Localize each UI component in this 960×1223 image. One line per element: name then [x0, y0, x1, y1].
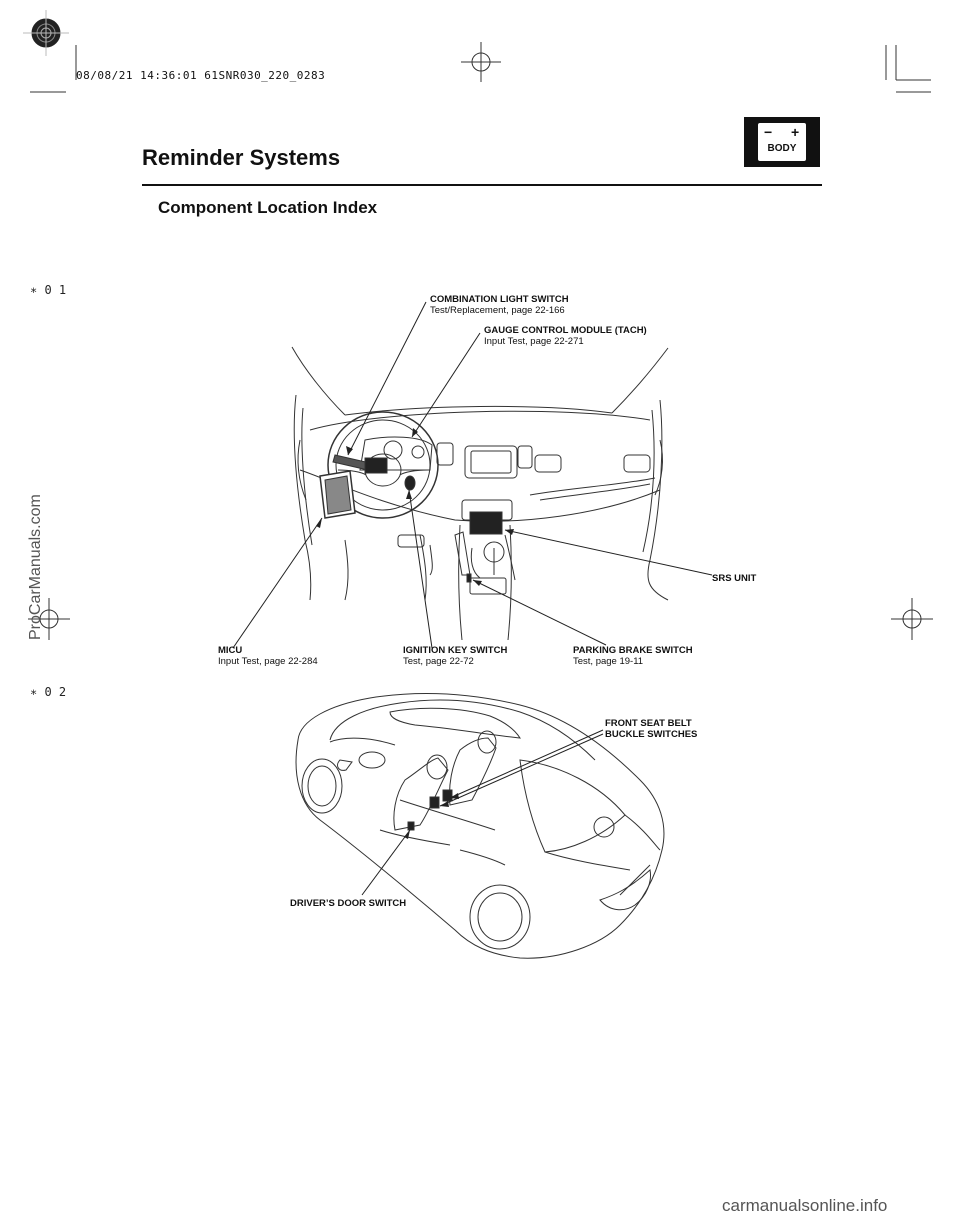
marker-01: ∗ 0 1 — [30, 283, 67, 297]
callout-ignition-key-switch — [403, 645, 507, 667]
page-title: Reminder Systems — [142, 145, 341, 170]
battery-minus-sign: − — [764, 124, 773, 140]
title-rule — [142, 184, 822, 186]
callout-parking-brake-switch — [573, 645, 693, 667]
callout-ref: Input Test, page 22-284 — [218, 656, 318, 667]
registration-target-top-left — [23, 10, 69, 56]
callout-title: SRS UNIT — [712, 573, 757, 584]
dashboard-illustration — [292, 347, 668, 640]
print-timestamp: 08/08/21 14:36:01 61SNR030_220_0283 — [76, 69, 326, 82]
callout-title: DRIVER’S DOOR SWITCH — [290, 898, 407, 909]
callout-front-seat-belt-buckle-switches — [605, 718, 697, 740]
registration-crosshair-top — [461, 42, 501, 82]
battery-plus-sign: + — [791, 124, 800, 140]
badge-label: BODY — [767, 143, 797, 154]
callout-ref: Test, page 22-72 — [403, 656, 474, 667]
body-section-badge — [744, 117, 820, 167]
callout-micu — [218, 645, 318, 667]
callout-srs-unit — [712, 573, 756, 584]
car-leader-lines — [362, 730, 603, 895]
callout-ref: Test/Replacement, page 22-166 — [430, 305, 565, 316]
callout-ref: Input Test, page 22-271 — [484, 336, 584, 347]
registration-crosshair-right — [891, 598, 933, 640]
callout-title: MICU — [218, 645, 243, 656]
callout-title: COMBINATION LIGHT SWITCH — [430, 294, 569, 305]
callout-combination-light-switch — [430, 294, 569, 316]
callout-title-line1: FRONT SEAT BELT — [605, 718, 692, 729]
callout-title: PARKING BRAKE SWITCH — [573, 645, 693, 656]
callout-title: IGNITION KEY SWITCH — [403, 645, 508, 656]
callout-drivers-door-switch — [290, 898, 406, 909]
battery-icon — [758, 123, 806, 161]
callout-title-line2: BUCKLE SWITCHES — [605, 729, 698, 740]
marker-02: ∗ 0 2 — [30, 685, 67, 699]
page-subtitle: Component Location Index — [158, 198, 378, 217]
callout-title: GAUGE CONTROL MODULE (TACH) — [484, 325, 647, 336]
side-watermark: ProCarManuals.com — [27, 494, 44, 640]
callout-ref: Test, page 19-11 — [573, 656, 644, 667]
footer-watermark: carmanualsonline.info — [722, 1196, 888, 1215]
callout-gauge-control-module — [484, 325, 647, 347]
dashboard-leader-lines — [233, 302, 712, 648]
